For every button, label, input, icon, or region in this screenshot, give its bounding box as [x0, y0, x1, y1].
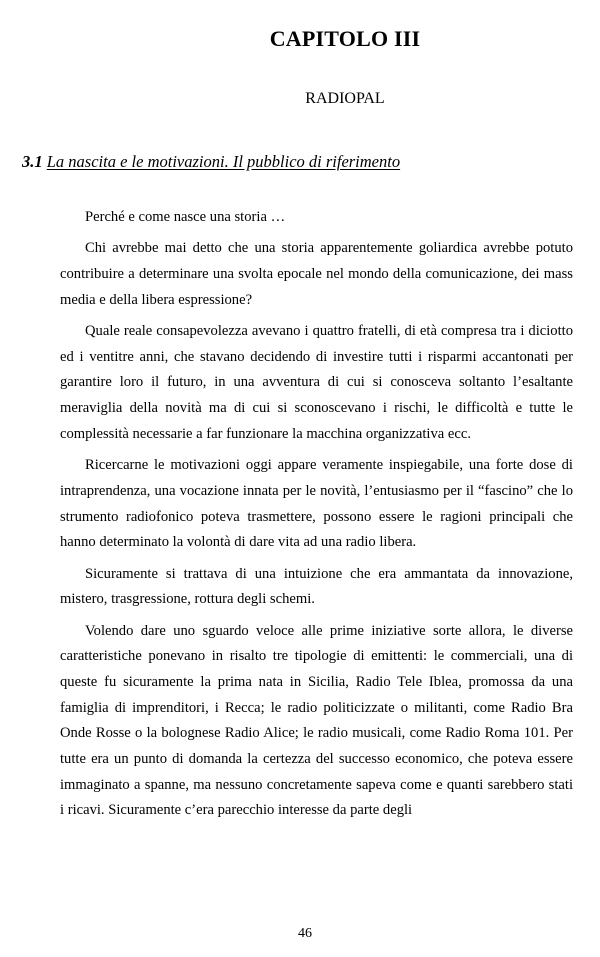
paragraph: Quale reale consapevolezza avevano i quattro fratelli, di età compresa tra i diciotto ed i ventitre anni, che stavano decidendo di investire tutti i risparmi accantonati per garantire loro il futuro, in una avventura di cui si conosceva soltanto l’esaltante meraviglia della novità ma di cui si sconoscevano i rischi, le difficoltà e tutte le complessità necessarie a far funzionare la macchina organizzativa ecc. [60, 323, 573, 442]
paragraph: Perché e come nasce una storia … [85, 209, 286, 225]
paragraph: Chi avrebbe mai detto che una storia apparentemente goliardica avrebbe potuto contribuire a determinare una svolta epocale nel mondo della comunicazione, dei mass media e della libera espressione? [60, 240, 573, 308]
body-text [60, 205, 573, 824]
chapter-subtitle: RADIOPAL [305, 90, 385, 107]
page-number: 46 [298, 926, 312, 941]
paragraph: Sicuramente si trattava di una intuizione che era ammantata da innovazione, mistero, trasgressione, rottura degli schemi. [60, 565, 573, 608]
section-title: La nascita e le motivazioni. Il pubblico di riferimento [46, 152, 401, 171]
section-number: 3.1 [22, 152, 43, 171]
section-heading [22, 152, 400, 172]
paragraph: Ricercarne le motivazioni oggi appare veramente inspiegabile, una forte dose di intraprendenza, una vocazione innata per le novità, l’entusiasmo per il “fascino” che lo strumento radiofonico poteva trasmettere, possono essere le ragioni principali che hanno determinato la volontà di dare vita ad una radio libera. [60, 457, 573, 551]
chapter-title: CAPITOLO III [269, 26, 421, 51]
paragraph: Volendo dare uno sguardo veloce alle prime iniziative sorte allora, le diverse caratteristiche ponevano in risalto tre tipologie di emittenti: le commerciali, una di queste fu sicuramente la prima nata in Sicilia, Radio Tele Iblea, promossa da una famiglia di imprenditori, i Recca; le radio politicizzate o militanti, come Radio Bra Onde Rosse o la bolognese Radio Alice; le radio musicali, come Radio Roma 101. Per tutte era un punto di domanda la certezza del successo economico, che poteva essere immaginato a spanne, ma nessuno concretamente sapeva come e quanti sarebbero stati i ricavi. Sicuramente c’era parecchio interesse da parte degli [60, 622, 573, 819]
